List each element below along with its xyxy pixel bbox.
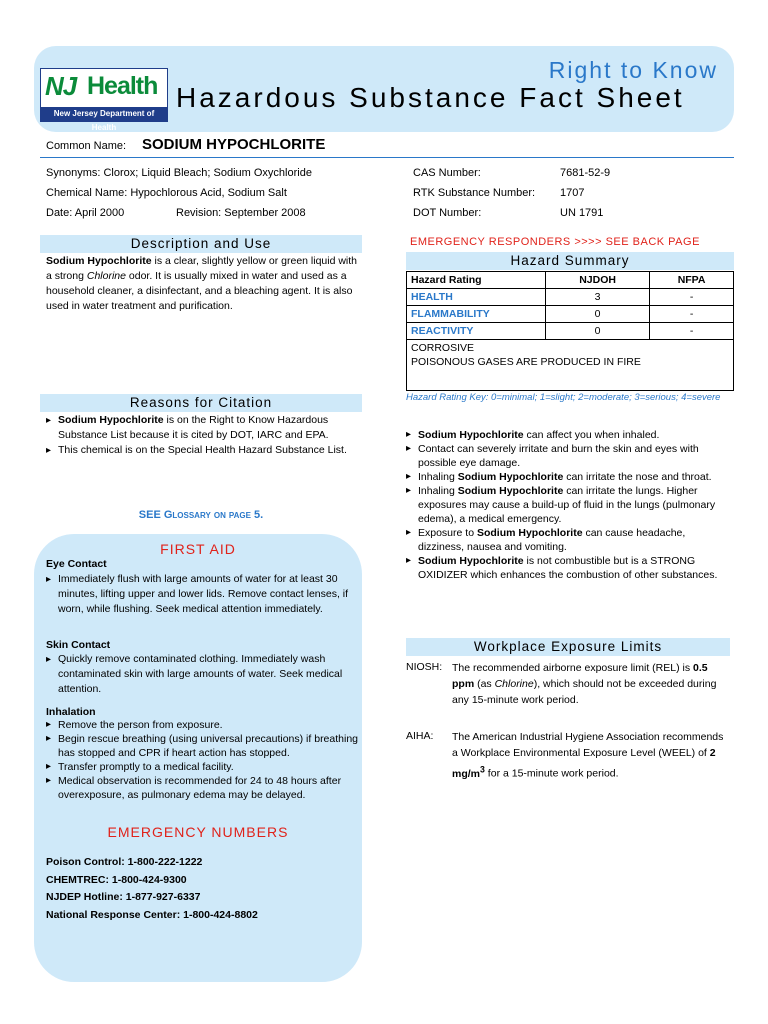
substance-name: Sodium Hypochlorite: [58, 414, 164, 426]
substance-name: Sodium Hypochlorite: [46, 255, 152, 267]
poison-control-number: Poison Control: 1-800-222-1222: [46, 856, 203, 868]
common-name-label: Common Name:: [46, 140, 127, 152]
skin-contact-list: [46, 652, 358, 697]
glossary-see: SEE: [138, 509, 161, 521]
hazard-summary-heading: Hazard Summary: [406, 252, 734, 270]
niosh-part: (as: [474, 678, 495, 690]
njdep-hotline-number: NJDEP Hotline: 1-877-927-6337: [46, 891, 201, 903]
reasons-heading: Reasons for Citation: [40, 394, 362, 412]
aiha-limit-exponent: 3: [480, 764, 485, 774]
nfpa-cell: -: [650, 323, 734, 340]
table-row: [407, 340, 734, 391]
corrosive-note: CORROSIVE: [411, 342, 475, 354]
niosh-italic: Chlorine: [494, 678, 534, 690]
national-response-number: National Response Center: 1-800-424-8802: [46, 908, 258, 921]
glossary-word: Glossary: [163, 509, 211, 521]
chemical-name: Chemical Name: Hypochlorous Acid, Sodium Salt: [46, 187, 287, 199]
synonyms: Synonyms: Clorox; Liquid Bleach; Sodium Oxychloride: [46, 167, 312, 179]
emergency-responders-note: EMERGENCY RESPONDERS >>>> SEE BACK PAGE: [410, 236, 700, 248]
logo-nj-text: NJ: [45, 71, 77, 101]
niosh-part: ), which should not be exceeded during any 15-minute work period.: [452, 678, 717, 706]
substance-name: Sodium Hypochlorite: [418, 429, 524, 441]
hazard-table: [406, 271, 734, 391]
revision: Revision: September 2008: [176, 207, 306, 219]
divider: [40, 157, 734, 158]
exposure-limits-heading: Workplace Exposure Limits: [406, 638, 730, 656]
description-italic: Chlorine: [86, 270, 126, 282]
description-part: is a clear, slightly yellow or green liquid with a strong: [46, 255, 358, 282]
niosh-label: NIOSH:: [406, 661, 443, 673]
nfpa-cell: -: [650, 289, 734, 306]
substance-name: Sodium Hypochlorite: [457, 471, 564, 483]
list-item: ▸ Quickly remove contaminated clothing. Immediately wash contaminated skin with large amounts of water. Seek medical attention.: [46, 652, 358, 697]
aiha-part: The American Industrial Hygiene Association recommends a Workplace Environmental Exposure Level (WEEL) of: [452, 731, 724, 759]
list-item: [406, 442, 732, 470]
hazard-cell: FLAMMABILITY: [407, 306, 546, 323]
dot-value: UN 1791: [560, 207, 604, 219]
glossary-rest: on page 5.: [213, 509, 264, 521]
substance-name: Sodium Hypochlorite: [476, 527, 583, 539]
substance-name: Sodium Hypochlorite: [418, 555, 524, 567]
effect-text: is not combustible but is a STRONG OXIDIZER which enhances the combustion of other substances.: [418, 555, 718, 581]
effect-text: Contact can severely irritate and burn the skin and eyes with possible eye damage.: [418, 443, 699, 469]
reason-text: is on the Right to Know Hazardous Substance List because it is cited by DOT, IARC and EPA.: [58, 414, 329, 441]
list-item: [406, 484, 732, 526]
niosh-text: [452, 660, 732, 708]
eye-contact-list: [46, 572, 358, 617]
eye-contact-title: Eye Contact: [46, 558, 107, 570]
list-item: ▸ Remove the person from exposure.: [46, 718, 358, 732]
reason-text: This chemical is on the Special Health Hazard Substance List.: [58, 444, 347, 456]
list-item: [46, 443, 358, 458]
njdoh-cell: 0: [546, 323, 650, 340]
hazard-cell: HEALTH: [407, 289, 546, 306]
table-row: [407, 289, 734, 306]
logo-health-text: Health: [87, 72, 158, 100]
effect-text: can irritate the lungs. Higher exposures may cause a build-up of fluid in the lungs (pulmonary edema), a medical emergency.: [418, 485, 716, 525]
list-item: ▸ Transfer promptly to a medical facility.: [46, 760, 358, 774]
chemtrec-number: CHEMTREC: 1-800-424-9300: [46, 873, 187, 886]
common-name-value: SODIUM HYPOCHLORITE: [142, 136, 326, 153]
effect-text: can irritate the nose and throat.: [563, 471, 712, 483]
dot-label: DOT Number:: [413, 207, 482, 219]
effect-text: can cause headache, dizziness, nausea and vomiting.: [418, 527, 686, 553]
aiha-limit-value: 2 mg/m: [452, 747, 716, 780]
skin-contact-title: Skin Contact: [46, 639, 111, 651]
poisonous-gases-note: POISONOUS GASES ARE PRODUCED IN FIRE: [411, 356, 641, 368]
description-text: [46, 254, 358, 314]
description-part: odor. It is usually mixed in water and used as a household cleaner, a disinfectant, and a bleaching agent. It is also used in water treatment and purification.: [46, 270, 353, 312]
fact-sheet-title: Hazardous Substance Fact Sheet: [176, 82, 685, 113]
right-to-know-title: Right to Know: [548, 57, 718, 83]
list-item: ▸ Medical observation is recommended for 24 to 48 hours after overexposure, as pulmonary edema may be delayed.: [46, 774, 358, 802]
njdoh-col-header: NJDOH: [546, 272, 650, 289]
effect-text: Inhaling: [418, 471, 458, 483]
niosh-part: The recommended airborne exposure limit (REL) is: [452, 662, 694, 674]
list-item: [406, 554, 732, 582]
cas-value: 7681-52-9: [560, 167, 611, 179]
table-header-row: [407, 272, 734, 289]
list-item: [406, 428, 732, 442]
rtk-label: RTK Substance Number:: [413, 187, 536, 199]
niosh-limit: 0.5 ppm: [452, 662, 708, 690]
nj-health-logo: [40, 68, 168, 132]
hazard-notes-cell: [407, 340, 734, 391]
hazard-col-header: Hazard Rating: [407, 272, 546, 289]
emergency-numbers-heading: EMERGENCY NUMBERS: [107, 824, 289, 840]
njdoh-cell: 0: [546, 306, 650, 323]
list-item: [406, 470, 732, 484]
reasons-list: [46, 413, 358, 458]
nfpa-col-header: NFPA: [650, 272, 734, 289]
description-heading: Description and Use: [40, 235, 362, 253]
date: Date: April 2000: [46, 207, 125, 219]
table-row: [407, 323, 734, 340]
effect-text: Exposure to: [418, 527, 477, 539]
aiha-part: for a 15-minute work period.: [484, 767, 619, 780]
effect-text: can affect you when inhaled.: [523, 429, 660, 441]
cas-label: CAS Number:: [413, 167, 481, 179]
inhalation-list: [46, 718, 358, 802]
inhalation-title: Inhalation: [46, 706, 96, 718]
substance-name: Sodium Hypochlorite: [457, 485, 564, 497]
njdoh-cell: 3: [546, 289, 650, 306]
rtk-value: 1707: [560, 187, 585, 199]
emergency-numbers-list: [46, 854, 258, 924]
glossary-link[interactable]: [40, 509, 362, 521]
logo-subtitle: New Jersey Department of Health: [41, 107, 167, 121]
hazard-cell: REACTIVITY: [407, 323, 546, 340]
health-effects-list: [406, 428, 732, 582]
list-item: ▸ Immediately flush with large amounts of water for at least 30 minutes, lifting upper and lower lids. Remove contact lenses, if worn, while flushing. Seek medical attention immediately.: [46, 572, 358, 617]
hazard-rating-key: Hazard Rating Key: 0=minimal; 1=slight; 2=moderate; 3=serious; 4=severe: [406, 392, 721, 403]
aiha-label: AIHA:: [406, 730, 434, 742]
list-item: [46, 413, 358, 443]
effect-text: Inhaling: [418, 485, 458, 497]
nfpa-cell: -: [650, 306, 734, 323]
list-item: ▸ Begin rescue breathing (using universal precautions) if breathing has stopped and CPR if heart action has stopped.: [46, 732, 358, 760]
first-aid-heading: FIRST AID: [160, 541, 236, 557]
table-row: [407, 306, 734, 323]
aiha-text: [452, 729, 732, 782]
list-item: [406, 526, 732, 554]
